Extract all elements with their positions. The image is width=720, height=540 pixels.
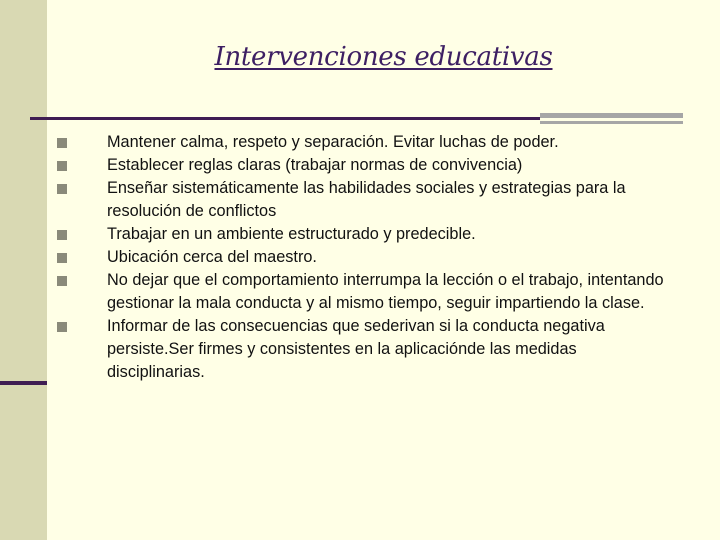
list-item xyxy=(57,177,677,223)
list-item xyxy=(57,131,677,154)
bullet-text: Ubicación cerca del maestro. xyxy=(107,248,317,266)
square-bullet-icon xyxy=(57,161,67,171)
list-item xyxy=(57,246,677,269)
square-bullet-icon xyxy=(57,230,67,240)
bullet-text: Trabajar en un ambiente estructurado y predecible. xyxy=(107,225,476,243)
square-bullet-icon xyxy=(57,184,67,194)
bullet-text: Informar de las consecuencias que sederivan si la conducta negativa persiste.Ser firmes y consistentes en la aplicaciónde las medidas disciplinarias. xyxy=(107,317,605,381)
list-item xyxy=(57,315,677,384)
bullet-text: Establecer reglas claras (trabajar normas de convivencia) xyxy=(107,156,523,174)
bullet-list xyxy=(57,131,677,384)
list-item xyxy=(57,154,677,177)
bullet-text: Enseñar sistemáticamente las habilidades sociales y estrategias para la resolución de conflictos xyxy=(107,179,626,220)
slide-title: Intervenciones educativas xyxy=(214,42,553,72)
left-decorative-band xyxy=(0,0,47,540)
bullet-text: Mantener calma, respeto y separación. Evitar luchas de poder. xyxy=(107,133,559,151)
square-bullet-icon xyxy=(57,253,67,263)
bullet-text: No dejar que el comportamiento interrumpa la lección o el trabajo, intentando gestionar la mala conducta y al mismo tiempo, seguir impartiendo la clase. xyxy=(107,271,664,312)
square-bullet-icon xyxy=(57,276,67,286)
square-bullet-icon xyxy=(57,138,67,148)
list-item xyxy=(57,269,677,315)
left-band-rule xyxy=(0,381,47,385)
list-item xyxy=(57,223,677,246)
title-divider-accent xyxy=(540,113,683,118)
square-bullet-icon xyxy=(57,322,67,332)
title-divider-accent-lower xyxy=(540,121,683,124)
title-divider xyxy=(30,117,540,120)
